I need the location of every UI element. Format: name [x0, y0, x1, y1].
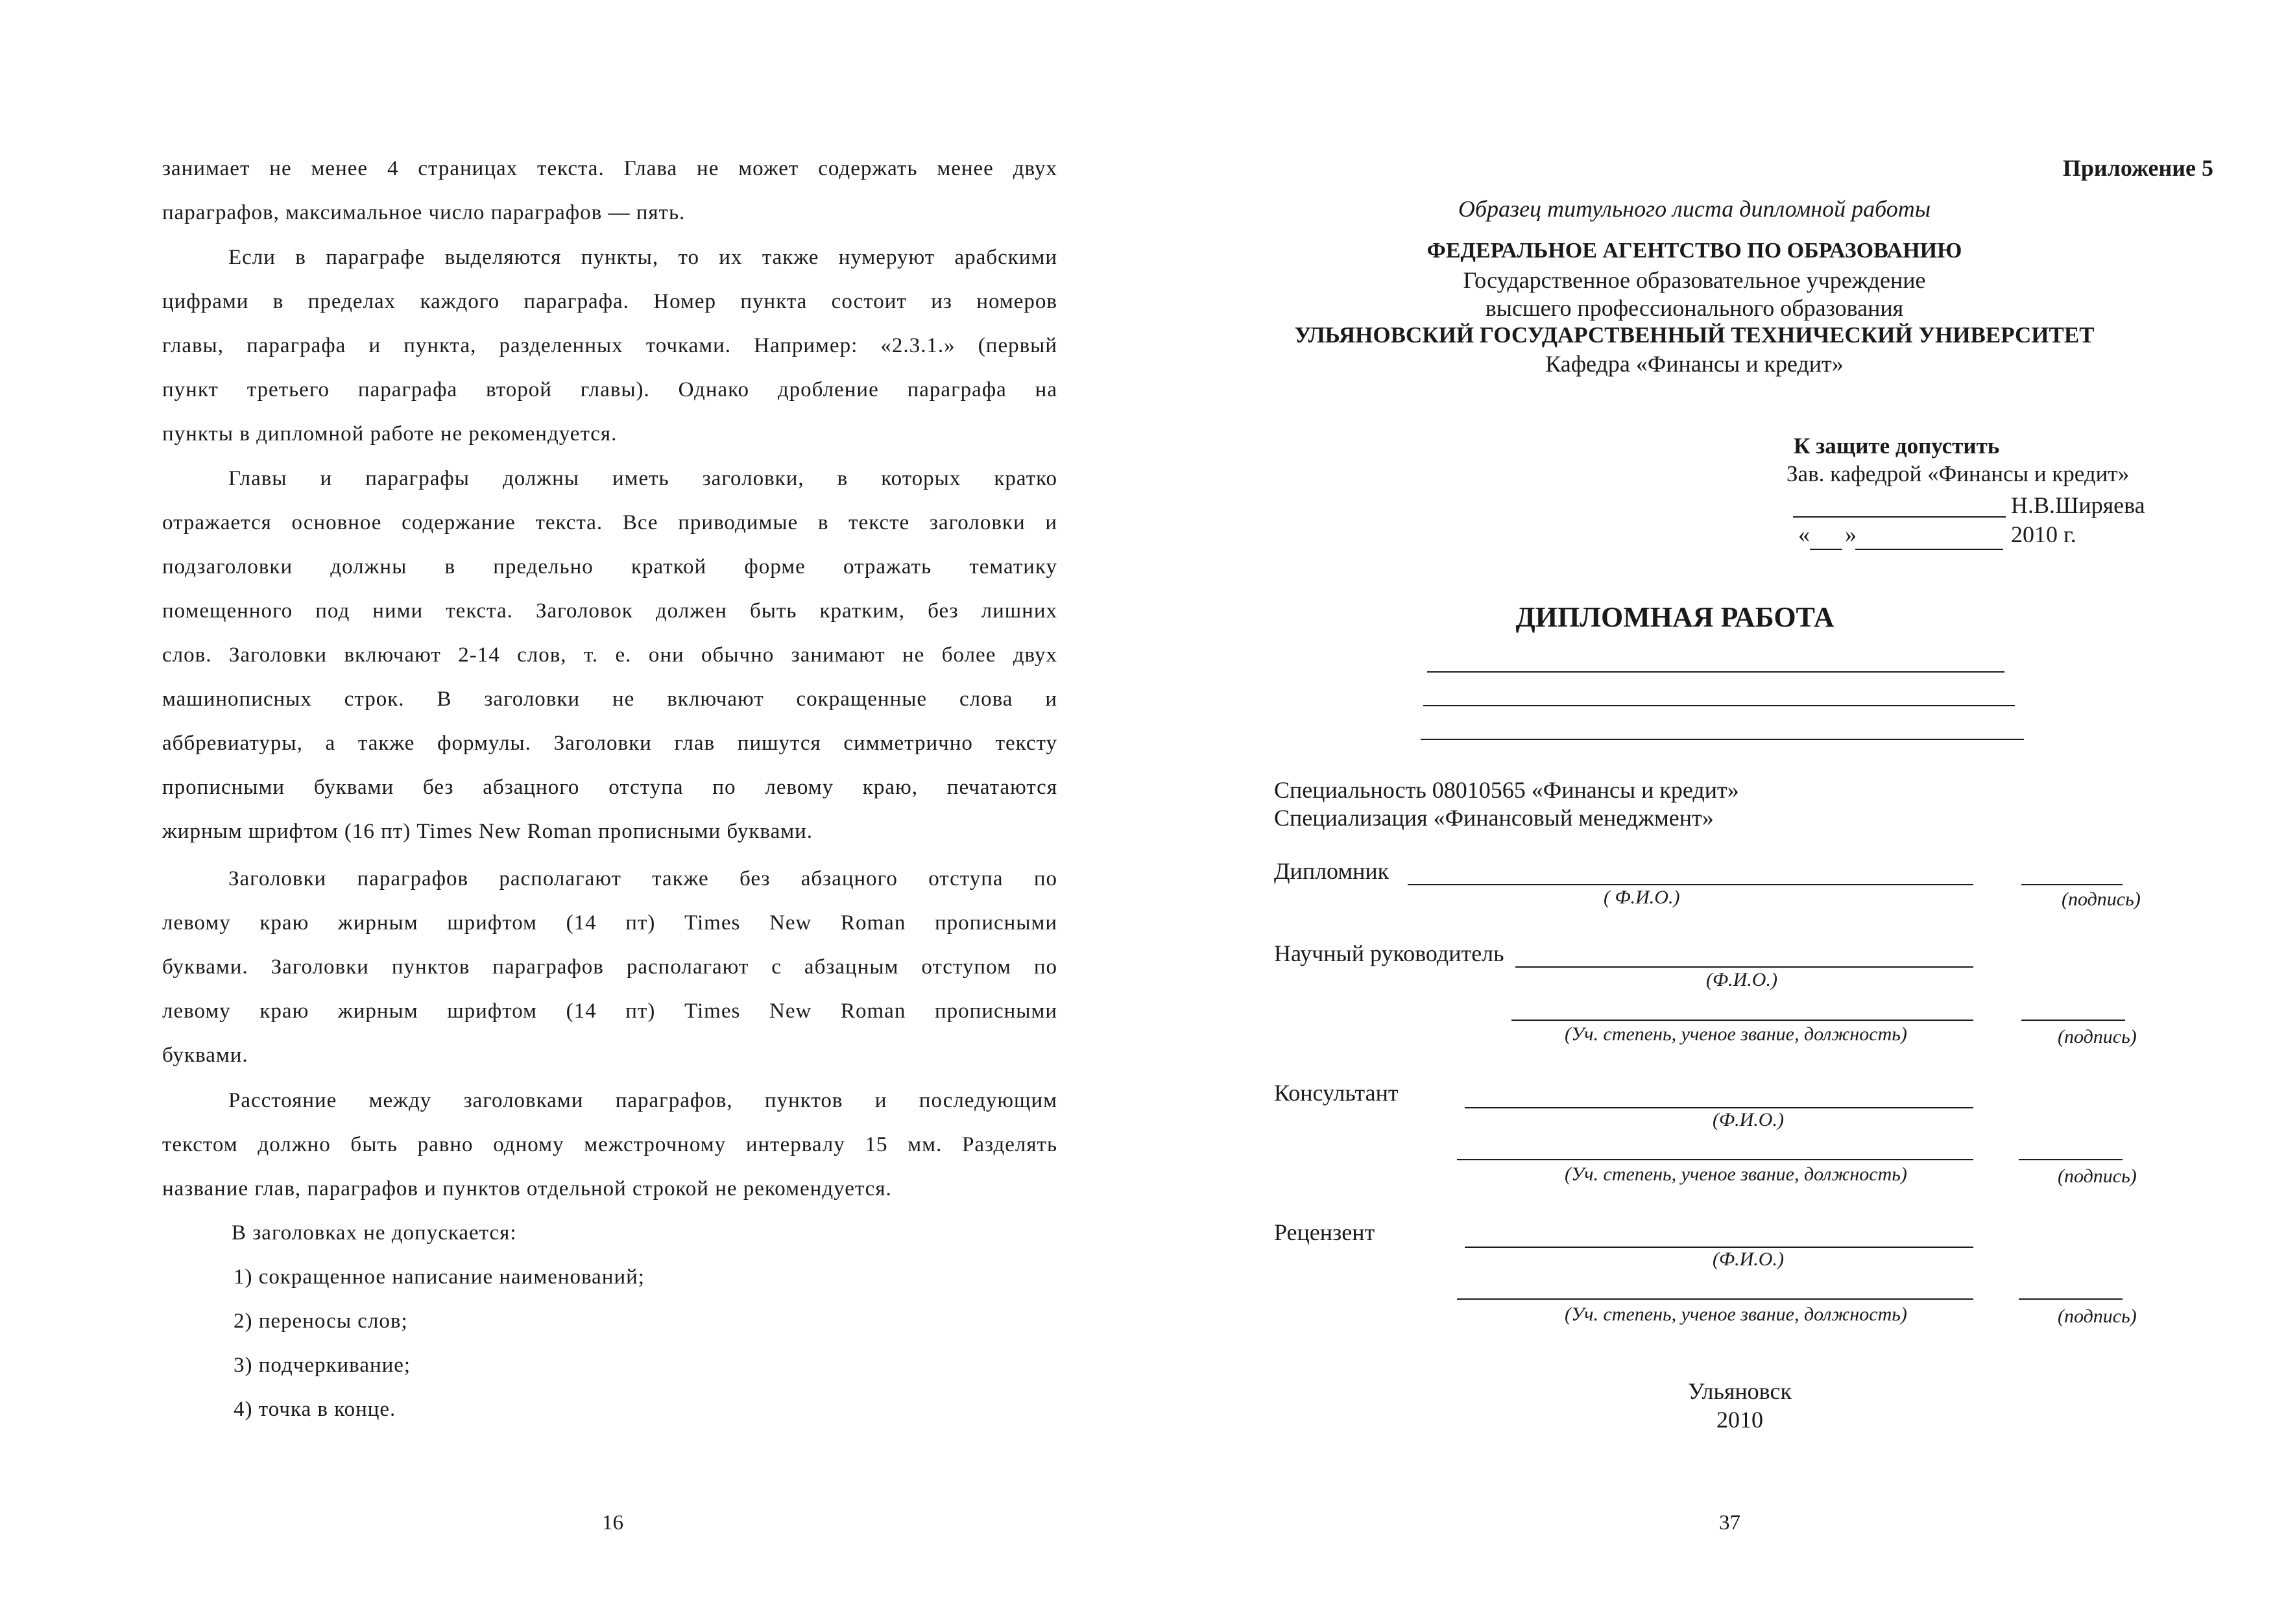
university-name: УЛЬЯНОВСКИЙ ГОСУДАРСТВЕННЫЙ ТЕХНИЧЕСКИЙ УНИВЕРСИТЕТ: [1294, 322, 2095, 348]
specialization: Специализация «Финансовый менеджмент»: [1274, 805, 1714, 831]
page-number: 37: [1719, 1511, 1740, 1534]
list-item: 1) сокращенное написание наименований;: [234, 1265, 645, 1289]
institution-line1: Государственное образовательное учреждение: [1463, 267, 1926, 293]
text-line: главы, параграфа и пункта, разделенных точками. Например: «2.3.1.» (первый: [162, 334, 1057, 357]
text-line: цифрами в пределах каждого параграфа. Номер пункта состоит из номеров: [162, 290, 1057, 313]
agency-name: ФЕДЕРАЛЬНОЕ АГЕНТСТВО ПО ОБРАЗОВАНИЮ: [1426, 239, 1962, 263]
page-number: 16: [602, 1511, 623, 1534]
text-line: Главы и параграфы должны иметь заголовки, в которых кратко: [228, 467, 1057, 490]
specialty: Специальность 08010565 «Финансы и кредит»: [1274, 777, 1739, 803]
supervisor-degree-line: [1511, 1020, 1973, 1021]
approval-name: Н.В.Ширяева: [2011, 492, 2145, 518]
list-item: 3) подчеркивание;: [234, 1354, 411, 1377]
reviewer-label: Рецензент: [1274, 1219, 1375, 1245]
graduate-sign-caption: (подпись): [2062, 889, 2141, 910]
text-line: буквами.: [162, 1044, 248, 1067]
text-line: жирным шрифтом (16 пт) Times New Roman прописными буквами.: [162, 820, 813, 843]
consultant-fio-line: [1465, 1107, 1973, 1108]
topic-line: [1427, 671, 2004, 673]
text-line: параграфов, максимальное число параграфов — пять.: [162, 201, 686, 224]
date-open-quote: «: [1798, 521, 1810, 547]
sample-caption: Образец титульного листа дипломной работы: [1458, 196, 1931, 222]
list-item: 2) переносы слов;: [234, 1309, 408, 1333]
supervisor-label: Научный руководитель: [1274, 940, 1504, 966]
reviewer-degree-caption: (Уч. степень, ученое звание, должность): [1565, 1304, 1907, 1325]
text-line: Расстояние между заголовками параграфов, пунктов и последующим: [228, 1089, 1057, 1112]
text-line: Если в параграфе выделяются пункты, то их также нумеруют арабскими: [228, 246, 1057, 269]
consultant-degree-caption: (Уч. степень, ученое звание, должность): [1565, 1164, 1907, 1185]
text-line: отражается основное содержание текста. Все приводимые в тексте заголовки и: [162, 511, 1057, 534]
reviewer-fio-line: [1465, 1247, 1973, 1248]
reviewer-degree-line: [1457, 1298, 1973, 1300]
supervisor-sign-caption: (подпись): [2058, 1026, 2137, 1047]
text-line: слов. Заголовки включают 2-14 слов, т. е. они обычно занимают не более двух: [162, 643, 1057, 667]
text-line: Заголовки параграфов располагают также без абзацного отступа по: [228, 867, 1057, 890]
department-name: Кафедра «Финансы и кредит»: [1545, 351, 1844, 377]
city: Ульяновск: [1688, 1378, 1792, 1404]
approval-head: Зав. кафедрой «Финансы и кредит»: [1787, 461, 2130, 486]
consultant-sign-line: [2019, 1159, 2123, 1160]
graduate-fio-caption: ( Ф.И.О.): [1604, 887, 1680, 908]
consultant-label: Консультант: [1274, 1080, 1399, 1106]
graduate-fio-line: [1408, 884, 1973, 885]
reviewer-sign-caption: (подпись): [2058, 1306, 2137, 1327]
list-item: 4) точка в конце.: [234, 1398, 396, 1421]
text-line: аббревиатуры, а также формулы. Заголовки глав пишутся симметрично тексту: [162, 732, 1057, 755]
date-month-line: [1855, 549, 2003, 550]
text-line: пункт третьего параграфа второй главы). Однако дробление параграфа на: [162, 378, 1057, 401]
supervisor-degree-caption: (Уч. степень, ученое звание, должность): [1565, 1023, 1907, 1045]
text-line: левому краю жирным шрифтом (14 пт) Times New Roman прописными: [162, 999, 1057, 1023]
text-line: левому краю жирным шрифтом (14 пт) Times New Roman прописными: [162, 911, 1057, 935]
consultant-degree-line: [1457, 1159, 1973, 1160]
text-line: название глав, параграфов и пунктов отдельной строкой не рекомендуется.: [162, 1177, 892, 1200]
text-line: подзаголовки должны в предельно краткой форме отражать тематику: [162, 555, 1057, 579]
supervisor-fio-caption: (Ф.И.О.): [1706, 969, 1777, 990]
date-day-line: [1810, 549, 1842, 550]
right-page: [1143, 0, 2286, 1624]
appendix-label: Приложение 5: [2062, 155, 2213, 181]
topic-line: [1421, 739, 2024, 740]
approval-year: 2010 г.: [2011, 521, 2076, 547]
graduate-sign-line: [2021, 884, 2123, 885]
text-line: машинописных строк. В заголовки не включают сокращенные слова и: [162, 687, 1057, 711]
consultant-fio-caption: (Ф.И.О.): [1713, 1109, 1784, 1130]
text-line: буквами. Заголовки пунктов параграфов располагают с абзацным отступом по: [162, 955, 1057, 979]
text-line: прописными буквами без абзацного отступа по левому краю, печатаются: [162, 776, 1057, 799]
consultant-sign-caption: (подпись): [2058, 1165, 2137, 1187]
supervisor-fio-line: [1515, 966, 1973, 968]
text-line: текстом должно быть равно одному межстрочному интервалу 15 мм. Разделять: [162, 1133, 1057, 1156]
reviewer-sign-line: [2019, 1298, 2123, 1300]
date-close-quote: »: [1845, 521, 1857, 547]
head-signature-line: [1793, 516, 2006, 518]
graduate-label: Дипломник: [1274, 858, 1390, 884]
text-line: В заголовках не допускается:: [232, 1221, 517, 1245]
supervisor-sign-line: [2021, 1020, 2125, 1021]
reviewer-fio-caption: (Ф.И.О.): [1713, 1248, 1784, 1270]
approval-title: К защите допустить: [1794, 433, 2000, 459]
text-line: помещенного под ними текста. Заголовок должен быть кратким, без лишних: [162, 599, 1057, 623]
text-line: пункты в дипломной работе не рекомендуется.: [162, 422, 618, 446]
institution-line2: высшего профессионального образования: [1485, 295, 1904, 321]
year: 2010: [1716, 1407, 1763, 1433]
thesis-title: ДИПЛОМНАЯ РАБОТА: [1515, 601, 1835, 633]
topic-line: [1423, 705, 2015, 706]
text-line: занимает не менее 4 страницах текста. Глава не может содержать менее двух: [162, 157, 1057, 180]
